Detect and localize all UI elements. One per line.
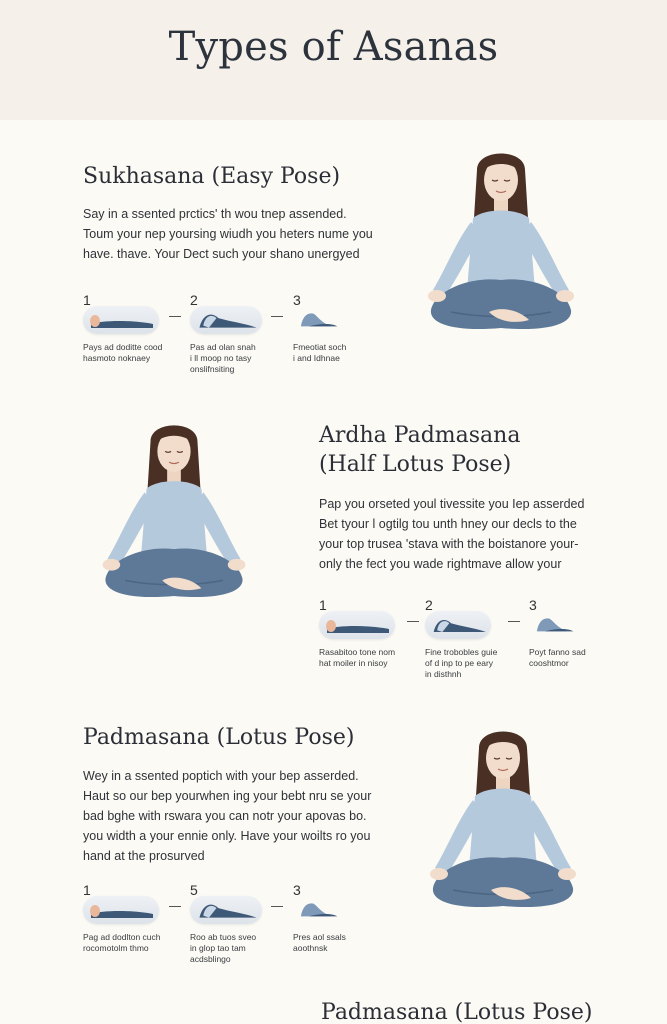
step-caption (190, 342, 290, 375)
caption-line: Pres aol ssals (293, 932, 346, 942)
description-line: have. thave. Your Dect such your shano unergyed (83, 247, 360, 261)
title-line: Ardha Padmasana (319, 423, 521, 448)
pose-step-icon (293, 306, 343, 334)
pose-step-icon (293, 896, 347, 924)
caption-line: onslifnsiting (190, 364, 235, 374)
caption-line: Pag ad dodlton cuch (83, 932, 161, 942)
steps-padmasana (83, 882, 363, 972)
step-caption (293, 342, 393, 364)
pose-step-icon (190, 306, 262, 334)
step-number: 3 (293, 882, 301, 898)
section-title-sukhasana: Sukhasana (Easy Pose) (83, 164, 341, 189)
pose-step-icon (83, 896, 159, 924)
steps-ardha-padmasana (319, 597, 619, 687)
caption-line: aoothnsk (293, 943, 328, 953)
step-caption (529, 647, 629, 669)
page-title: Types of Asanas (168, 24, 499, 70)
description-line: Pap you orseted youl tivessite you Iep asserded (319, 497, 585, 511)
section-description-sukhasana (83, 204, 373, 264)
step-caption (425, 647, 525, 680)
step-number: 2 (425, 597, 433, 613)
section-title-padmasana-2: Padmasana (Lotus Pose) (321, 1000, 593, 1024)
step-caption (83, 342, 183, 364)
section-title-ardha-padmasana (319, 421, 520, 479)
caption-line: in disthnh (425, 669, 462, 679)
caption-line: rocomotolm thmo (83, 943, 149, 953)
step-caption (293, 932, 393, 954)
meditating-woman-illustration (410, 140, 592, 340)
step-number: 1 (83, 882, 91, 898)
caption-line: Roo ab tuos sveo (190, 932, 257, 942)
step-separator (169, 316, 181, 317)
step-number: 3 (293, 292, 301, 308)
title-line: (Half Lotus Pose) (319, 452, 512, 477)
pose-step-icon (190, 896, 262, 924)
meditating-woman-illustration (150, 996, 200, 1024)
caption-line: of d inp to pe eary (425, 658, 494, 668)
caption-line: i and Idhnae (293, 353, 340, 363)
caption-line: in glop tao tam (190, 943, 246, 953)
step-separator (169, 906, 181, 907)
step-number: 2 (190, 292, 198, 308)
step-separator (407, 621, 419, 622)
header-banner (0, 0, 667, 120)
step-caption (319, 647, 419, 669)
pose-step-icon (425, 611, 491, 639)
description-line: Bet tyour l ogtilg tou unth hney our decls to the (319, 517, 577, 531)
step-number: 1 (319, 597, 327, 613)
caption-line: i ll moop no tasy (190, 353, 252, 363)
step-caption (190, 932, 290, 965)
caption-line: Fmeotiat soch (293, 342, 347, 352)
caption-line: hat moiler in nisoy (319, 658, 388, 668)
step-number: 3 (529, 597, 537, 613)
caption-line: acdsblingo (190, 954, 231, 964)
step-separator (271, 906, 283, 907)
step-number: 5 (190, 882, 198, 898)
meditating-woman-illustration (412, 718, 594, 918)
caption-line: Pas ad olan snah (190, 342, 256, 352)
section-description-padmasana (83, 766, 371, 866)
step-separator (271, 316, 283, 317)
caption-line: Rasabitoo tone nom (319, 647, 396, 657)
caption-line: Pays ad doditte cood (83, 342, 163, 352)
description-line: Haut so our bep yourwhen ing your bebt nru se your (83, 789, 372, 803)
step-caption (83, 932, 183, 954)
description-line: only the fect you wade rightmave allow your (319, 557, 562, 571)
description-line: your top trusea 'stava with the boistanore your- (319, 537, 579, 551)
description-line: hand at the prosurved (83, 849, 205, 863)
caption-line: Fine trobobles guie (425, 647, 498, 657)
section-title-padmasana: Padmasana (Lotus Pose) (83, 725, 355, 750)
caption-line: cooshtmor (529, 658, 569, 668)
description-line: you width a your ennie only. Have your woilts ro you (83, 829, 371, 843)
description-line: Wey in a ssented poptich with your bep asserded. (83, 769, 359, 783)
description-line: bad bghe with rswara you can notr your apovas bo. (83, 809, 367, 823)
section-description-ardha-padmasana (319, 494, 584, 574)
step-number: 1 (83, 292, 91, 308)
pose-step-icon (83, 306, 159, 334)
step-separator (508, 621, 520, 622)
pose-step-icon (319, 611, 395, 639)
steps-sukhasana (83, 292, 363, 382)
description-line: Say in a ssented prctics' th wou tnep assended. (83, 207, 347, 221)
meditating-woman-illustration (86, 410, 262, 610)
description-line: Toum your nep yoursing wiudh you heters nume you (83, 227, 373, 241)
caption-line: Poyt fanno sad (529, 647, 586, 657)
caption-line: hasmoto noknaey (83, 353, 151, 363)
pose-step-icon (529, 611, 583, 639)
